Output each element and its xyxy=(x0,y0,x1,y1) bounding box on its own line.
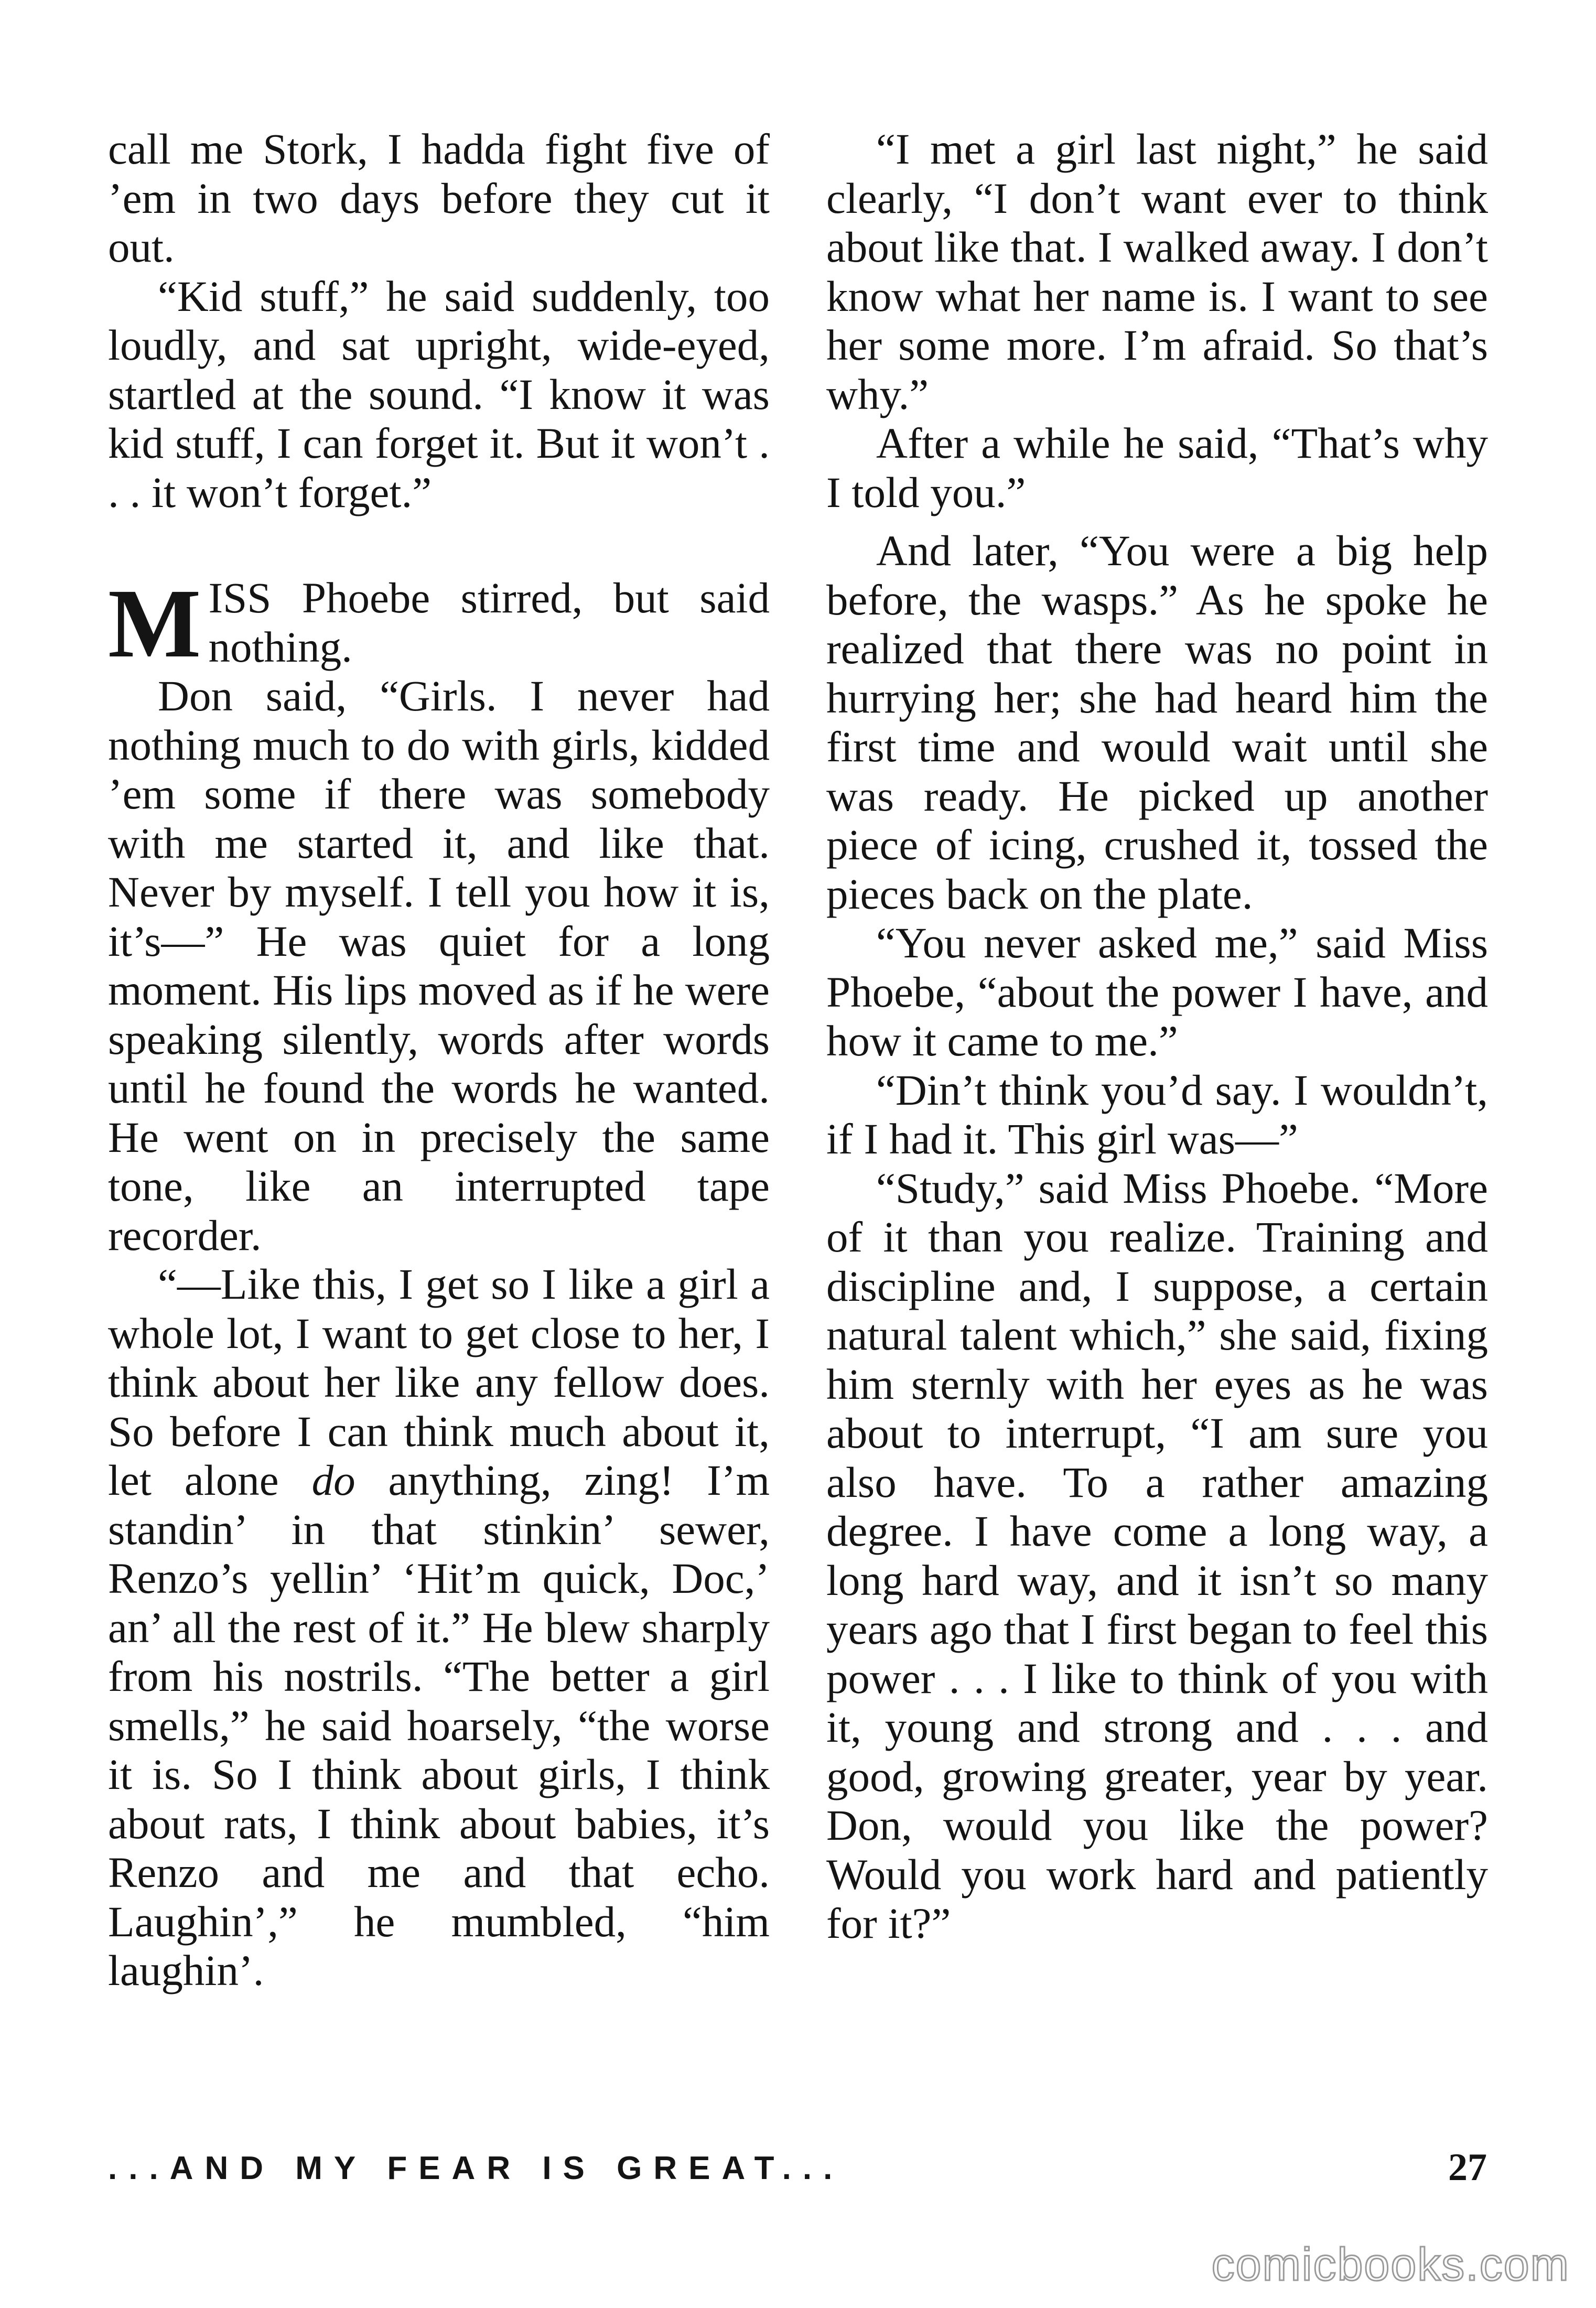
paragraph-right-3: And later, “You were a big help before, the wasps.” As he spoke he realized that there was no point in hurrying her; she had heard him the first time and would wait until she was ready. He picked up another piece of icing, crushed it, tossed the pieces back on the plate. xyxy=(826,526,1488,918)
paragraph-right-6: “Study,” said Miss Phoebe. “More of it than you realize. Training and discipline and, I suppose, a certain natural talent which,” she said, fixing him sternly with her eyes as he was about to interrupt, “I am sure you also have. To a rather amazing degree. I have come a long way, a long hard way, and it isn’t so many years ago that I first began to feel this power . . . I like to think of you with it, young and strong and . . . and good, growing greater, year by year. Don, would you like the power? Would you work hard and patiently for it?” xyxy=(826,1163,1488,1947)
drop-cap: M xyxy=(108,568,201,678)
paragraph-right-5: “Din’t think you’d say. I wouldn’t, if I had it. This girl was—” xyxy=(826,1065,1488,1163)
paragraph-left-1: call me Stork, I hadda fight five of ’em in two days before they cut it out. xyxy=(108,125,770,271)
page-number: 27 xyxy=(1448,2146,1487,2189)
page-footer xyxy=(108,2146,1487,2202)
paragraph-right-4: “You never asked me,” said Miss Phoebe, “about the power I have, and how it came to me.” xyxy=(826,919,1488,1065)
running-title: ...AND MY FEAR IS GREAT... xyxy=(108,2150,844,2186)
paragraph-left-2: “Kid stuff,” he said suddenly, too loudly, and sat upright, wide-eyed, startled at the sound. “I know it was kid stuff, I can forget it. But it won’t . . . it won’t forget.” xyxy=(108,272,770,516)
paragraph-right-1: “I met a girl last night,” he said clearly, “I don’t want ever to think about like that. I walked away. I don’t know what her name is. I want to see her some more. I’m afraid. So that’s why.” xyxy=(826,125,1488,418)
left-column xyxy=(108,125,770,1996)
paragraph-right-2: After a while he said, “That’s why I told you.” xyxy=(826,419,1488,516)
watermark: comicbooks.com xyxy=(1211,2238,1570,2290)
paragraph-left-5 xyxy=(108,1260,770,1996)
emphasis-do: do xyxy=(311,1456,355,1504)
paragraph-left-5-start: “—Like this, I get so I like a girl a whole lot, I want to get close to her, I think about her like any fellow does. So before I can think much about it, let alone xyxy=(108,1260,770,1504)
paragraph-left-3 xyxy=(108,568,770,678)
paragraph-left-4: Don said, “Girls. I never had nothing much to do with girls, kidded ’em some if there was somebody with me started it, and like that. Never by myself. I tell you how it is, it’s—” He was quiet for a long moment. His lips moved as if he were speaking silently, words after words until he found the words he wanted. He went on in precisely the same tone, like an interrupted tape recorder. xyxy=(108,672,770,1259)
paragraph-left-5-end: anything, zing! I’m standin’ in that stinkin’ sewer, Renzo’s yellin’ ‘Hit’m quick, Doc,’ an’ all the rest of it.” He blew sharply from his nostrils. “The better a girl smells,” he said hoarsely, “the worse it is. So I think about girls, I think about rats, I think about babies, it’s Renzo and me and that echo. Laughin’,” he mumbled, “him laughin’. xyxy=(108,1456,770,1994)
paragraph-left-3-text: ISS Phoebe stirred, but said nothing. xyxy=(208,574,770,671)
right-column xyxy=(826,125,1488,1948)
